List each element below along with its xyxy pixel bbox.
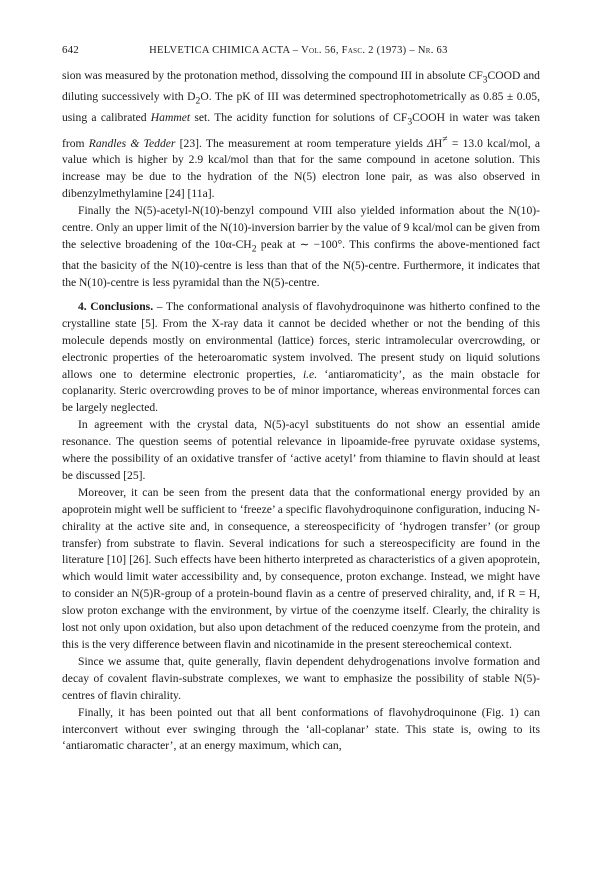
running-header [62, 42, 540, 60]
journal-title: HELVETICA CHIMICA ACTA – Vol. 56, Fasc. 2 (1973) – Nr. 63 [149, 45, 448, 56]
body-text [62, 68, 540, 755]
paragraph-p3: 4. Conclusions. – The conformational analysis of flavohydroquinone was hitherto confined to the crystalline state [5]. From the X-ray data it cannot be decided whether or not the bending of this molecule depends mostly on environmental (lattice) forces, steric intramolecular overcrowding, or electronic properties of the heteroaromatic system involved. The present study on liquid solutions allows one to determine electronic properties, i.e. ‘antiaromaticity’, as the main obstacle for coplanarity. Steric overcrowding proves to be of minor importance, whereas environmental forces can be largely neglected. [62, 299, 541, 415]
paragraph-p4: In agreement with the crystal data, N(5)-acyl substituents do not show an essential amide resonance. The question seems of potential relevance in lipoamide-free pyruvate oxidase systems, where the possibility of an oxidative transfer of ‘active acetyl’ from thiamine to flavin should at least be discussed [25]. [62, 418, 540, 482]
page-number: 642 [62, 44, 79, 56]
document-page [62, 42, 540, 755]
paragraph-p6: Since we assume that, quite generally, flavin dependent dehydrogenations involve formation and decay of covalent flavin-substrate complexes, we want to emphasize the possibility of stable N(5)-centres of flavin chirality. [62, 654, 540, 702]
paragraph-p5: Moreover, it can be seen from the present data that the conformational energy provided by an apoprotein might well be sufficient to ‘freeze’ a specific flavohydroquinone configuration, inducing N-chirality at the active site and, in consequence, a stereospecificity of ‘hydrogen transfer’ (or group transfer) from substrate to flavin. Several indications for such a stereospecificity are found in the literature [10] [26]. Such effects have been hitherto interpreted as characteristics of a given apoprotein, which would limit water accessibility and, by consequence, proton exchange. Instead, we might have to consider an N(5)R-group of a protein-bound flavin as a centre of preserved chirality, and, if R = H, slow proton exchange with the environment, by virtue of the coenzyme itself. Clearly, the chirality is lost not only upon oxidation, but also upon detachment of the reduced coenzyme from the protein, and this is the very difference between flavin and nicotinamide in the present stereochemical context. [62, 485, 540, 652]
paragraph-p7: Finally, it has been pointed out that all bent conformations of flavohydroquinone (Fig. 1) can interconvert without ever swinging through the ‘all-coplanar’ state. This state is, owing to its ‘antiaromatic character’, at an energy maximum, which can, [62, 705, 540, 753]
paragraph-p2: Finally the N(5)-acetyl-N(10)-benzyl compound VIII also yielded information about the N(10)-centre. Only an upper limit of the N(10)-inversion barrier by the value of 9 kcal/mol can be given from the selective broadening of the $10\alpha-CH_2$ peak at ∼ −100°. This confirms the above-mentioned fact that the basicity of the N(10)-centre is less than that of the N(5)-centre. Furthermore, it indicates that the N(10)-centre is less pyramidal than the N(5)-centre. [62, 204, 541, 289]
paragraph-p1: sion was measured by the protonation method, dissolving the compound III in absolute $CF_3COOD$ and diluting successively with $D_2O$. The pK of III was determined spectrophotometrically as 0.85 ± 0.05, using a calibrated Hammet set. The acidity function for solutions of $CF_3COOH$ in water was taken from Randles & Tedder [23]. The measurement at room temperature yields ΔH≠ = 13.0 kcal/mol, a value which is higher by 2.9 kcal/mol than that for the same compound in acetone solution. This increase may be due to the hydration of the N(5) electron lone pair, as was also observed in dibenzylmethylamine [24] [11a]. [62, 68, 540, 201]
